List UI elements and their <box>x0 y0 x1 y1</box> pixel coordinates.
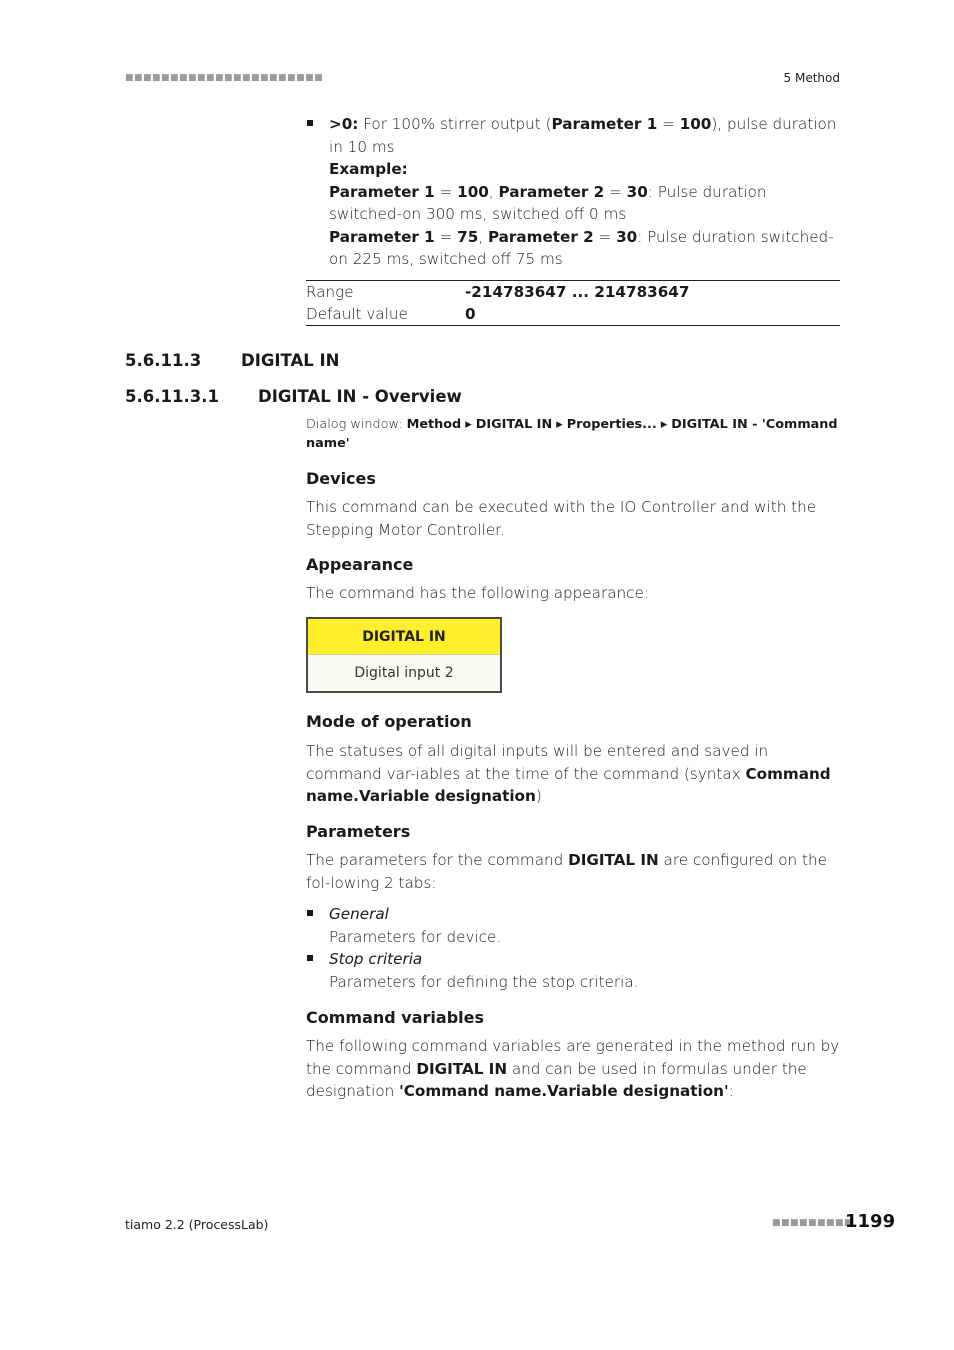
default-label: Default value <box>306 305 408 323</box>
variables-heading: Command variables <box>306 1008 484 1027</box>
table-row <box>306 303 840 325</box>
equals: = <box>657 115 680 133</box>
param-ref: Parameter 1 <box>551 115 658 133</box>
list-item <box>306 948 840 993</box>
dialog-path: Dialog window: Method ▸ DIGITAL IN ▸ Properties... ▸ DIGITAL IN - 'Command name' <box>306 417 838 451</box>
command-box-label: Digital input 2 <box>354 665 454 681</box>
tab-description: Parameters for device. <box>329 927 502 946</box>
command-appearance-box <box>306 617 502 693</box>
mode-heading: Mode of operation <box>306 712 472 731</box>
tabs-list <box>306 903 840 993</box>
bullet-text: For 100% stirrer output ( <box>358 115 552 133</box>
tab-description: Parameters for defining the stop criteria. <box>329 972 639 991</box>
parameter-table <box>306 280 840 326</box>
section-number: 5.6.11.3 <box>125 351 202 370</box>
table-row <box>306 281 840 303</box>
devices-heading: Devices <box>306 469 376 488</box>
example-line: Parameter 1 = 100, Parameter 2 = 30: Pulse duration switched-on 300 ms, switched off 0 ms <box>329 182 767 223</box>
subsection-title: DIGITAL IN - Overview <box>258 387 462 406</box>
variables-text: The following command variables are generated in the method run by the command DIGITAL IN and can be used in formulas under the designation 'Command name.Variable designation': <box>306 1037 840 1100</box>
mode-text: The statuses of all digital inputs will be entered and saved in command var-iables at the time of the command (syntax Command name.Variable designation) <box>306 742 831 805</box>
chapter-label: 5 Method <box>783 71 840 85</box>
example-line: Parameter 1 = 75, Parameter 2 = 30: Pulse duration switched-on 225 ms, switched off 75 ms <box>329 227 834 268</box>
section-title: DIGITAL IN <box>241 351 340 370</box>
tab-name-stop-criteria: Stop criteria <box>329 950 423 968</box>
range-label: Range <box>306 283 354 301</box>
appearance-text: The command has the following appearance: <box>306 584 649 602</box>
footer-product: tiamo 2.2 (ProcessLab) <box>125 1217 269 1232</box>
param-value: 100 <box>679 115 712 133</box>
subsection-number: 5.6.11.3.1 <box>125 387 219 406</box>
footer-decoration: ■■■■■■■■■ <box>772 1218 854 1228</box>
bullet-marker <box>307 910 313 916</box>
parameters-heading: Parameters <box>306 822 411 841</box>
bullet-text: ), pulse duration in 10 ms <box>329 115 837 156</box>
command-box-title: DIGITAL IN <box>308 619 500 655</box>
devices-text: This command can be executed with the IO Controller and with the Stepping Motor Controller. <box>306 498 817 539</box>
parameters-text: The parameters for the command DIGITAL IN are configured on the fol-lowing 2 tabs: <box>306 851 827 892</box>
appearance-heading: Appearance <box>306 555 414 574</box>
bullet-marker <box>307 120 313 126</box>
default-value: 0 <box>465 305 476 323</box>
bullet-lead: >0: <box>329 115 359 133</box>
example-label: Example: <box>329 160 408 178</box>
list-item <box>306 903 840 948</box>
page-number: 1199 <box>845 1211 896 1232</box>
stirrer-bullet <box>306 113 840 271</box>
bullet-marker <box>307 955 313 961</box>
header-decoration: ■■■■■■■■■■■■■■■■■■■■■■ <box>125 73 324 83</box>
tab-name-general: General <box>329 905 389 923</box>
range-value: -214783647 ... 214783647 <box>465 283 690 301</box>
